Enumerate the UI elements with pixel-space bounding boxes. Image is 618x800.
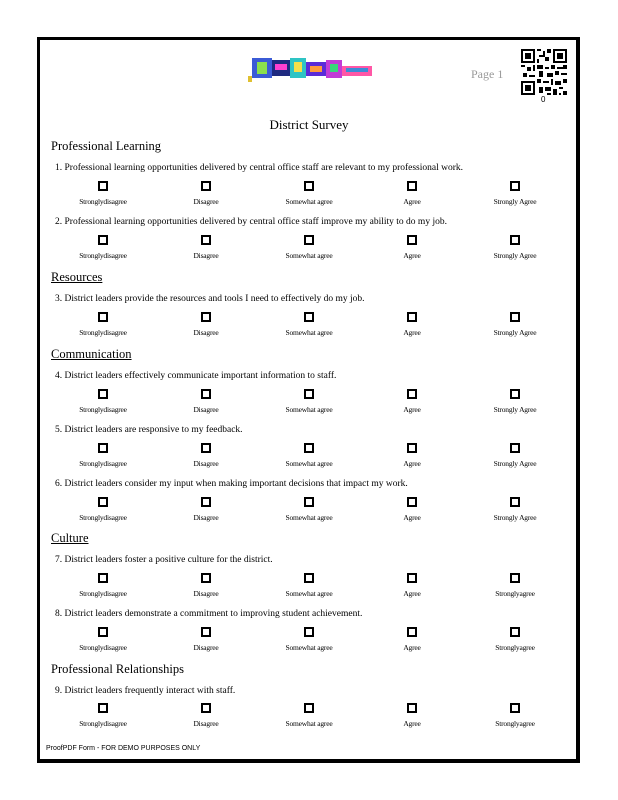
- section-heading-resources: Resources: [51, 270, 103, 284]
- checkbox[interactable]: [201, 181, 211, 191]
- section-heading-culture: Culture: [51, 531, 89, 545]
- choice-label: Stronglydisagree: [79, 643, 127, 652]
- choice-strongly-disagree: [63, 573, 143, 598]
- choice-disagree: [166, 573, 246, 598]
- choice-disagree: [166, 181, 246, 206]
- checkbox[interactable]: [201, 235, 211, 245]
- choice-label: Agree: [403, 197, 421, 206]
- checkbox[interactable]: [201, 703, 211, 713]
- choice-somewhat-agree: [269, 389, 349, 414]
- answer-group-q3: [53, 312, 565, 340]
- choice-label: Somewhat agree: [285, 459, 333, 468]
- checkbox[interactable]: [510, 389, 520, 399]
- checkbox[interactable]: [510, 181, 520, 191]
- logo-image: [248, 56, 376, 82]
- choice-label: Stronglydisagree: [79, 328, 127, 337]
- choice-label: Disagree: [193, 643, 219, 652]
- choice-strongly-agree: [475, 312, 555, 337]
- checkbox[interactable]: [98, 497, 108, 507]
- choice-strongly-agree: [475, 181, 555, 206]
- choice-strongly-agree: [475, 703, 555, 728]
- checkbox[interactable]: [510, 443, 520, 453]
- choice-label: Disagree: [193, 513, 219, 522]
- checkbox[interactable]: [201, 312, 211, 322]
- choice-label: Strongly Agree: [493, 197, 537, 206]
- checkbox[interactable]: [304, 497, 314, 507]
- section-heading-professional-learning: Professional Learning: [51, 139, 162, 153]
- choice-strongly-agree: [475, 627, 555, 652]
- choice-disagree: [166, 312, 246, 337]
- checkbox[interactable]: [98, 389, 108, 399]
- checkbox[interactable]: [304, 181, 314, 191]
- question-5: 5. District leaders are responsive to my feedback.: [55, 425, 243, 435]
- choice-strongly-agree: [475, 573, 555, 598]
- checkbox[interactable]: [510, 573, 520, 583]
- choice-label: Disagree: [193, 459, 219, 468]
- choice-somewhat-agree: [269, 497, 349, 522]
- qr-code-icon: [521, 49, 567, 95]
- checkbox[interactable]: [304, 627, 314, 637]
- choice-label: Somewhat agree: [285, 719, 333, 728]
- checkbox[interactable]: [98, 703, 108, 713]
- question-8: 8. District leaders demonstrate a commitment to improving student achievement.: [55, 609, 363, 619]
- section-heading-professional-relationships: Professional Relationships: [51, 662, 184, 676]
- checkbox[interactable]: [407, 312, 417, 322]
- checkbox[interactable]: [407, 627, 417, 637]
- choice-agree: [372, 703, 452, 728]
- choice-strongly-agree: [475, 389, 555, 414]
- choice-label: Agree: [403, 589, 421, 598]
- choice-disagree: [166, 627, 246, 652]
- answer-group-q4: [53, 389, 565, 417]
- checkbox[interactable]: [201, 573, 211, 583]
- choice-agree: [372, 312, 452, 337]
- checkbox[interactable]: [304, 443, 314, 453]
- choice-strongly-agree: [475, 443, 555, 468]
- choice-label: Somewhat agree: [285, 328, 333, 337]
- checkbox[interactable]: [98, 627, 108, 637]
- choice-label: Strongly Agree: [493, 405, 537, 414]
- choice-strongly-disagree: [63, 389, 143, 414]
- checkbox[interactable]: [304, 312, 314, 322]
- footer-note: ProofPDF Form - FOR DEMO PURPOSES ONLY: [46, 745, 201, 752]
- checkbox[interactable]: [201, 443, 211, 453]
- choice-label: Stronglyagree: [495, 643, 535, 652]
- choice-label: Agree: [403, 719, 421, 728]
- question-7: 7. District leaders foster a positive culture for the district.: [55, 555, 273, 565]
- choice-strongly-disagree: [63, 443, 143, 468]
- answer-group-q1: [53, 181, 565, 209]
- choice-somewhat-agree: [269, 627, 349, 652]
- choice-agree: [372, 497, 452, 522]
- answer-group-q7: [53, 573, 565, 601]
- choice-label: Somewhat agree: [285, 589, 333, 598]
- choice-label: Strongly Agree: [493, 513, 537, 522]
- checkbox[interactable]: [407, 181, 417, 191]
- answer-group-q8: [53, 627, 565, 655]
- document-title: District Survey: [269, 117, 349, 132]
- checkbox[interactable]: [304, 573, 314, 583]
- choice-label: Stronglydisagree: [79, 405, 127, 414]
- choice-label: Agree: [403, 459, 421, 468]
- choice-label: Stronglyagree: [495, 589, 535, 598]
- choice-somewhat-agree: [269, 312, 349, 337]
- choice-label: Somewhat agree: [285, 251, 333, 260]
- qr-caption: 0: [541, 95, 546, 104]
- choice-label: Stronglydisagree: [79, 197, 127, 206]
- choice-agree: [372, 181, 452, 206]
- checkbox[interactable]: [98, 235, 108, 245]
- choice-label: Somewhat agree: [285, 643, 333, 652]
- choice-disagree: [166, 443, 246, 468]
- choice-strongly-agree: [475, 497, 555, 522]
- choice-label: Agree: [403, 251, 421, 260]
- question-4: 4. District leaders effectively communicate important information to staff.: [55, 371, 337, 381]
- question-9: 9. District leaders frequently interact with staff.: [55, 686, 236, 696]
- checkbox[interactable]: [510, 235, 520, 245]
- choice-label: Strongly Agree: [493, 251, 537, 260]
- choice-strongly-agree: [475, 235, 555, 260]
- choice-strongly-disagree: [63, 497, 143, 522]
- choice-agree: [372, 443, 452, 468]
- choice-label: Stronglyagree: [495, 719, 535, 728]
- choice-label: Disagree: [193, 251, 219, 260]
- question-6: 6. District leaders consider my input when making important decisions that impact my work.: [55, 479, 408, 489]
- checkbox[interactable]: [201, 627, 211, 637]
- choice-disagree: [166, 703, 246, 728]
- choice-agree: [372, 389, 452, 414]
- checkbox[interactable]: [407, 389, 417, 399]
- checkbox[interactable]: [510, 312, 520, 322]
- choice-label: Agree: [403, 513, 421, 522]
- question-3: 3. District leaders provide the resources and tools I need to effectively do my job.: [55, 294, 365, 304]
- answer-group-q2: [53, 235, 565, 263]
- choice-strongly-disagree: [63, 235, 143, 260]
- choice-label: Stronglydisagree: [79, 719, 127, 728]
- choice-agree: [372, 573, 452, 598]
- choice-agree: [372, 627, 452, 652]
- choice-label: Somewhat agree: [285, 405, 333, 414]
- checkbox[interactable]: [510, 627, 520, 637]
- choice-label: Somewhat agree: [285, 197, 333, 206]
- question-2: 2. Professional learning opportunities delivered by central office staff improve my ability to do my job.: [55, 217, 447, 227]
- choice-label: Agree: [403, 405, 421, 414]
- choice-label: Strongly Agree: [493, 328, 537, 337]
- choice-somewhat-agree: [269, 703, 349, 728]
- choice-somewhat-agree: [269, 573, 349, 598]
- checkbox[interactable]: [201, 497, 211, 507]
- checkbox[interactable]: [407, 703, 417, 713]
- choice-agree: [372, 235, 452, 260]
- checkbox[interactable]: [98, 181, 108, 191]
- checkbox[interactable]: [98, 443, 108, 453]
- choice-disagree: [166, 497, 246, 522]
- checkbox[interactable]: [304, 389, 314, 399]
- choice-somewhat-agree: [269, 181, 349, 206]
- answer-group-q9: [53, 703, 565, 731]
- choice-label: Stronglydisagree: [79, 589, 127, 598]
- choice-strongly-disagree: [63, 627, 143, 652]
- choice-label: Somewhat agree: [285, 513, 333, 522]
- choice-label: Agree: [403, 643, 421, 652]
- choice-somewhat-agree: [269, 235, 349, 260]
- answer-group-q6: [53, 497, 565, 525]
- choice-label: Stronglydisagree: [79, 459, 127, 468]
- choice-label: Agree: [403, 328, 421, 337]
- answer-group-q5: [53, 443, 565, 471]
- section-heading-communication: Communication: [51, 347, 132, 361]
- choice-disagree: [166, 235, 246, 260]
- checkbox[interactable]: [201, 389, 211, 399]
- page-number: Page 1: [471, 67, 504, 81]
- choice-label: Disagree: [193, 197, 219, 206]
- choice-strongly-disagree: [63, 312, 143, 337]
- question-1: 1. Professional learning opportunities delivered by central office staff are relevant to my professional work.: [55, 163, 464, 173]
- choice-label: Stronglydisagree: [79, 251, 127, 260]
- choice-strongly-disagree: [63, 181, 143, 206]
- checkbox[interactable]: [304, 703, 314, 713]
- choice-strongly-disagree: [63, 703, 143, 728]
- checkbox[interactable]: [407, 497, 417, 507]
- choice-label: Disagree: [193, 328, 219, 337]
- choice-label: Disagree: [193, 405, 219, 414]
- checkbox[interactable]: [407, 443, 417, 453]
- checkbox[interactable]: [407, 235, 417, 245]
- choice-disagree: [166, 389, 246, 414]
- choice-label: Stronglydisagree: [79, 513, 127, 522]
- checkbox[interactable]: [510, 497, 520, 507]
- checkbox[interactable]: [304, 235, 314, 245]
- checkbox[interactable]: [98, 312, 108, 322]
- checkbox[interactable]: [98, 573, 108, 583]
- choice-label: Strongly Agree: [493, 459, 537, 468]
- choice-label: Disagree: [193, 719, 219, 728]
- checkbox[interactable]: [510, 703, 520, 713]
- choice-somewhat-agree: [269, 443, 349, 468]
- checkbox[interactable]: [407, 573, 417, 583]
- choice-label: Disagree: [193, 589, 219, 598]
